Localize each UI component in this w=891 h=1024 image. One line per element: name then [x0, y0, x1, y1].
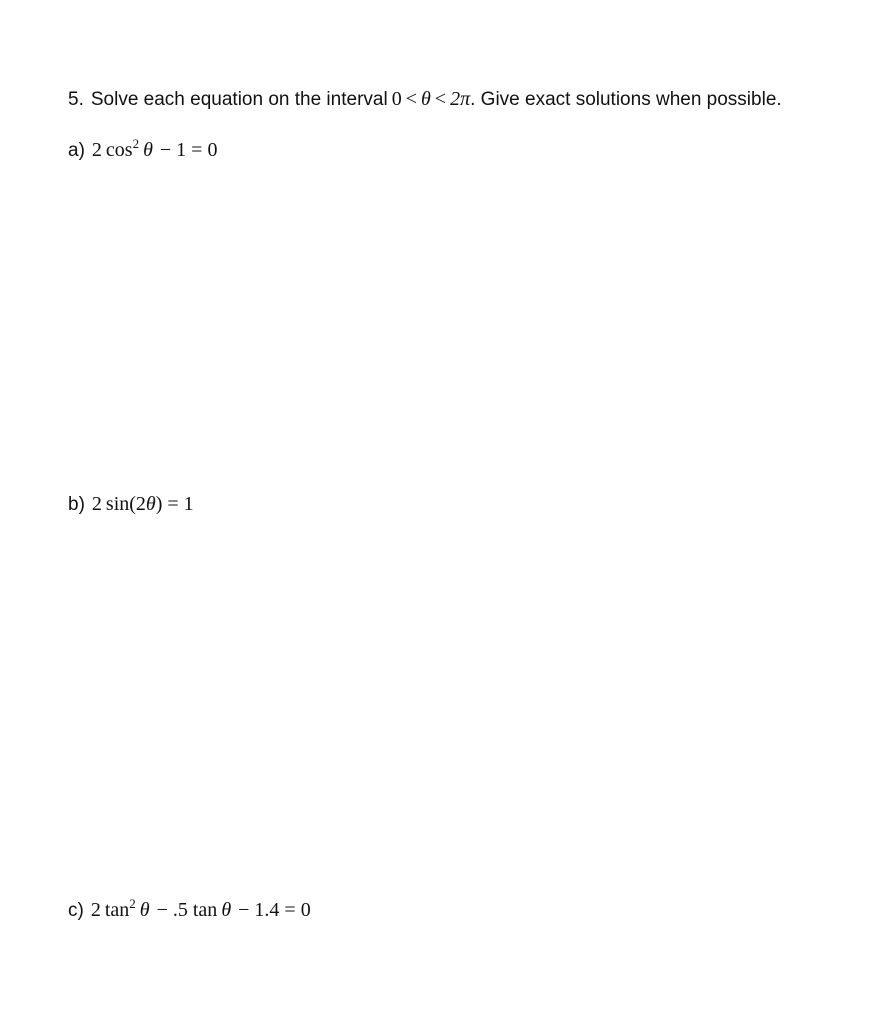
part-a-equation	[68, 138, 217, 164]
part-c-middle: − .5 tan	[156, 899, 218, 921]
part-c-rest: − 1.4 = 0	[238, 899, 311, 921]
part-a-label: a)	[68, 140, 85, 161]
part-a-variable: θ	[143, 139, 153, 161]
part-c-coefficient: 2	[90, 899, 101, 921]
problem-number: 5.	[68, 89, 84, 110]
part-b-equation	[68, 492, 194, 517]
part-a-coefficient: 2	[91, 139, 102, 161]
part-c-equation	[68, 898, 311, 924]
part-a-exponent: 2	[132, 136, 140, 151]
part-a-rest: − 1 = 0	[159, 139, 218, 161]
part-c-variable: θ	[139, 899, 150, 921]
interval-lt-2: <	[434, 88, 447, 110]
part-a-function: cos	[105, 139, 133, 161]
part-c-label: c)	[68, 900, 84, 921]
part-b-label: b)	[68, 494, 85, 515]
part-c-function: tan	[104, 899, 130, 921]
part-c-variable-2: θ	[221, 899, 232, 921]
part-b-variable: θ	[145, 493, 156, 515]
problem-statement	[68, 87, 782, 112]
part-b-coefficient: 2	[91, 493, 102, 515]
part-b-function: sin(2	[105, 493, 146, 515]
interval-lt-1: <	[405, 88, 417, 110]
part-b-rest: ) = 1	[155, 493, 194, 515]
interval-right: 2π	[450, 88, 471, 110]
problem-instruction: . Give exact solutions when possible.	[470, 89, 782, 110]
problem-intro: Solve each equation on the interval	[90, 89, 388, 110]
interval-left: 0	[391, 88, 402, 110]
part-c-exponent: 2	[129, 896, 136, 911]
interval-variable: θ	[420, 88, 431, 110]
